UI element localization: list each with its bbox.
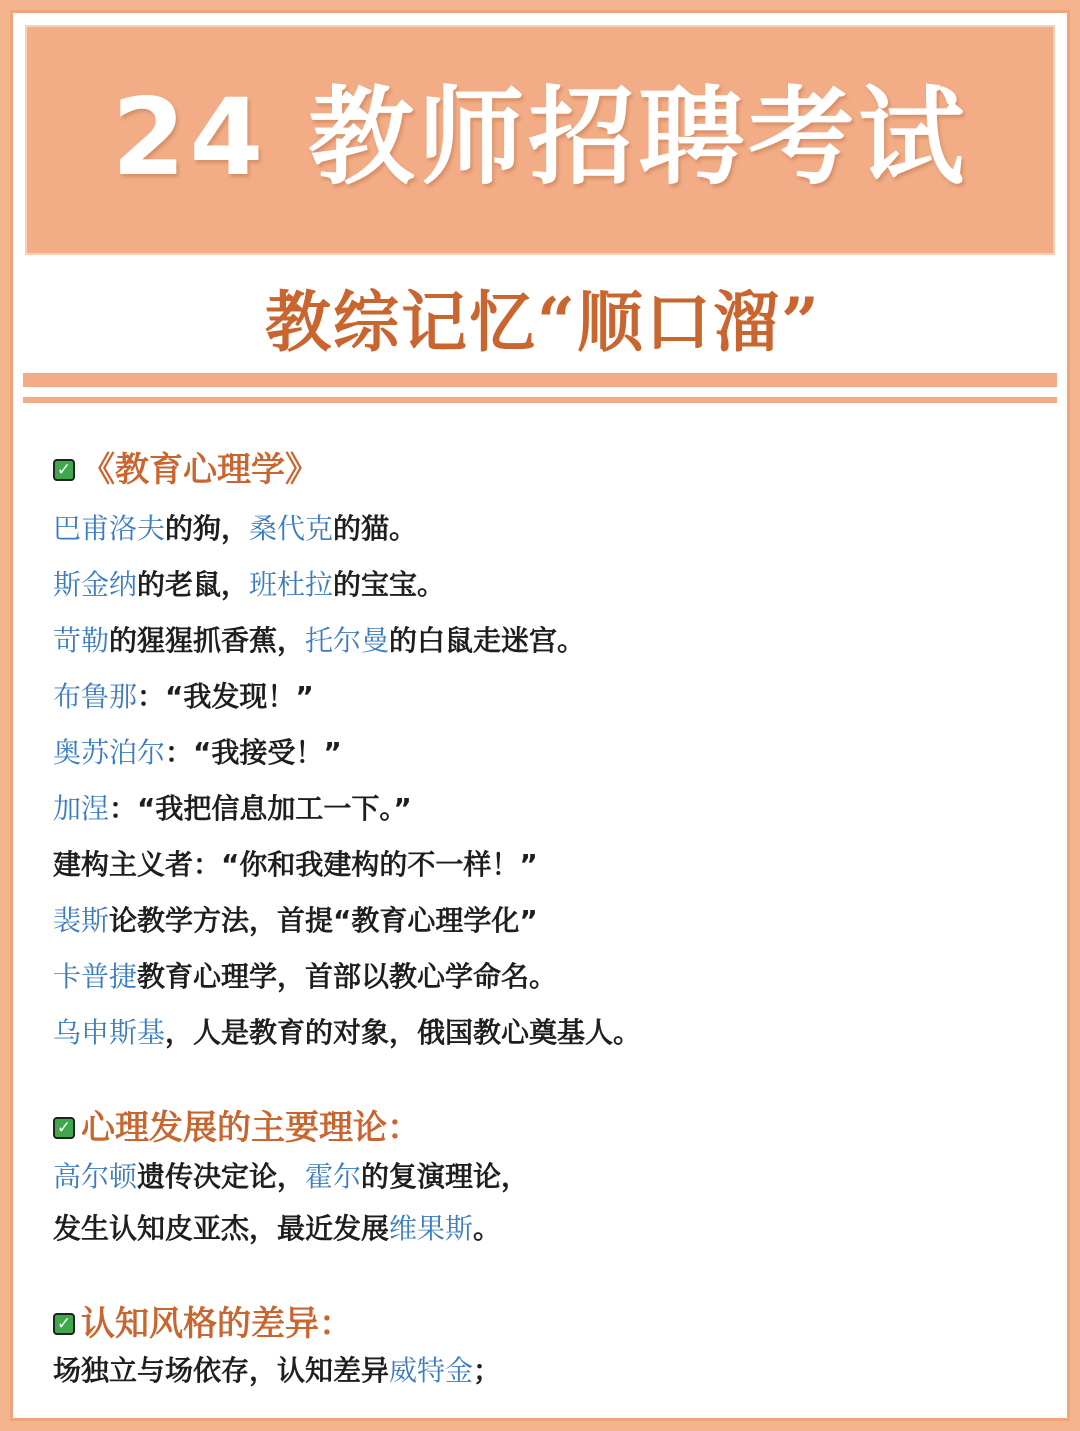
section-heading-text: 《教育心理学》	[81, 450, 319, 490]
line-text: ：“我接受！”	[165, 736, 342, 769]
content-card	[10, 10, 1070, 1421]
person-name: 加涅	[53, 792, 110, 825]
check-icon: ✓	[53, 459, 75, 481]
line-text: 发生认知皮亚杰，最近发展	[53, 1212, 390, 1245]
line-text: 场独立与场依存，认知差异	[53, 1354, 390, 1387]
person-name: 威特金	[389, 1354, 474, 1387]
person-name: 裴斯	[53, 904, 110, 937]
line-text: 的猩猩抓香蕉，	[109, 624, 306, 657]
person-name: 奥苏泊尔	[53, 736, 166, 769]
line-text: 的狗，	[165, 512, 250, 545]
person-name: 维果斯	[389, 1212, 474, 1245]
line-text: 。	[473, 1212, 502, 1245]
subtitle: 教综记忆“顺口溜”	[265, 283, 821, 361]
text-line	[53, 960, 558, 993]
person-name: 高尔顿	[53, 1160, 138, 1193]
person-name: 苛勒	[53, 624, 110, 657]
main-title: 24 教师招聘考试	[111, 76, 969, 199]
section-heading	[53, 1108, 421, 1148]
person-name: 布鲁那	[53, 680, 138, 713]
check-icon: ✓	[53, 1117, 75, 1139]
line-text: 建构主义者：“你和我建构的不一样！”	[53, 848, 538, 881]
line-text: ：“我把信息加工一下。”	[109, 792, 412, 825]
text-line	[53, 1354, 502, 1387]
line-text: ，人是教育的对象，俄国教心奠基人。	[165, 1016, 642, 1049]
text-line	[53, 792, 412, 825]
line-text: 论教学方法，首提“教育心理学化”	[109, 904, 538, 937]
person-name: 卡普捷	[53, 960, 138, 993]
divider-thin	[23, 397, 1057, 403]
person-name: 托尔曼	[305, 624, 390, 657]
text-line	[53, 568, 446, 601]
text-line	[53, 680, 314, 713]
section-heading	[53, 450, 319, 490]
text-line	[53, 1160, 530, 1193]
section-heading-text: 心理发展的主要理论：	[81, 1108, 421, 1148]
line-text: 教育心理学，首部以教心学命名。	[137, 960, 558, 993]
text-line	[53, 624, 586, 657]
line-text: 的猫。	[333, 512, 418, 545]
person-name: 班杜拉	[249, 568, 334, 601]
person-name: 斯金纳	[53, 568, 138, 601]
section-heading-text: 认知风格的差异：	[81, 1304, 353, 1344]
text-line	[53, 904, 538, 937]
line-text: 的老鼠，	[137, 568, 250, 601]
check-icon: ✓	[53, 1313, 75, 1335]
text-line	[53, 848, 538, 881]
line-text: 遗传决定论，	[137, 1160, 306, 1193]
line-text: ：“我发现！”	[137, 680, 314, 713]
person-name: 巴甫洛夫	[53, 512, 166, 545]
line-text: ；	[473, 1354, 502, 1387]
divider-thick	[23, 373, 1057, 387]
line-text: 的白鼠走迷宫。	[389, 624, 586, 657]
text-line	[53, 512, 418, 545]
person-name: 霍尔	[305, 1160, 362, 1193]
section-heading	[53, 1304, 353, 1344]
text-line	[53, 736, 342, 769]
line-text: 的复演理论，	[361, 1160, 530, 1193]
text-line	[53, 1016, 642, 1049]
person-name: 乌申斯基	[53, 1016, 166, 1049]
person-name: 桑代克	[249, 512, 334, 545]
text-line	[53, 1212, 502, 1245]
title-banner	[25, 25, 1055, 255]
line-text: 的宝宝。	[333, 568, 446, 601]
